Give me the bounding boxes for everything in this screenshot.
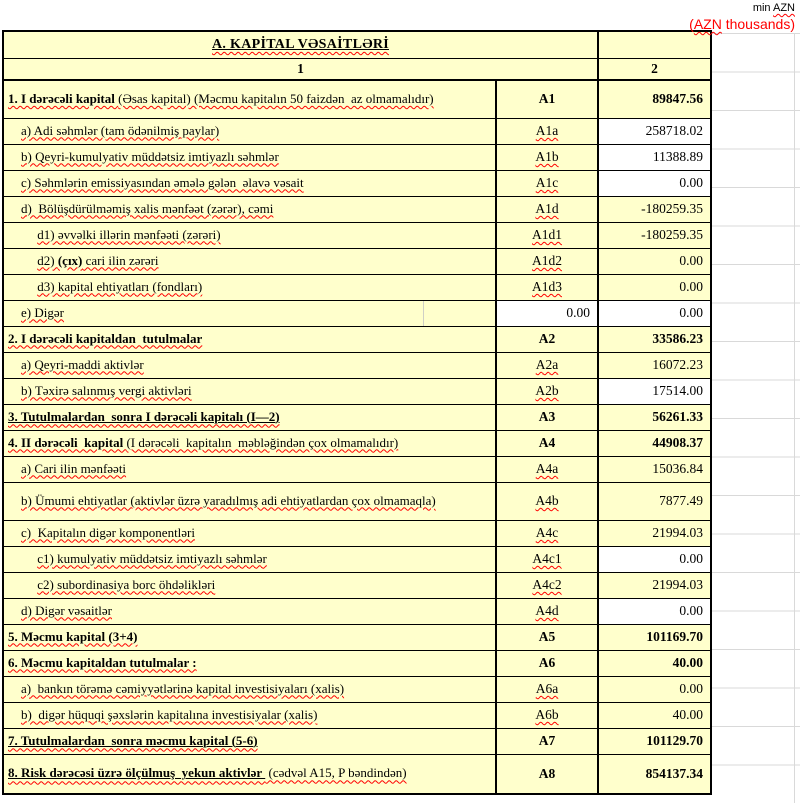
table-row-A6 [3, 650, 711, 676]
cell-code-A4b[interactable]: A4b [496, 482, 598, 520]
label-text: 6. Məcmu kapitaldan tutulmalar : [8, 654, 197, 670]
table-row-A1d1 [3, 222, 711, 248]
title-empty-cell[interactable] [598, 31, 711, 58]
cell-code-A7[interactable]: A7 [496, 728, 598, 754]
cell-code-A4[interactable]: A4 [496, 430, 598, 456]
cell-value-A4d[interactable]: 0.00 [598, 598, 711, 624]
cell-value-A2a[interactable]: 16072.23 [598, 352, 711, 378]
cell-value-A2[interactable]: 33586.23 [598, 326, 711, 352]
capital-table [2, 30, 712, 795]
table-row-A1a [3, 118, 711, 144]
cell-value-A4[interactable]: 44908.37 [598, 430, 711, 456]
cell-value-A1b[interactable]: 11388.89 [598, 144, 711, 170]
table-row-A4c [3, 520, 711, 546]
cell-value-A6b[interactable]: 40.00 [598, 702, 711, 728]
label-text: (I dərəcəli kapitalın məbləğindən çox olmamalıdır) [126, 434, 399, 450]
table-title: A. KAPİTAL VƏSAİTLƏRİ [212, 36, 390, 52]
label-text: e) Digər [21, 304, 64, 320]
cell-code-A1b[interactable]: A1b [496, 144, 598, 170]
label-text: (çıx) [57, 252, 83, 268]
label-text: b) Ümumi ehtiyatlar (aktivlər üzrə yaradılmış adi ehtiyatlardan çox olmamaqla) [21, 492, 436, 508]
cell-label-A1d2[interactable] [3, 248, 496, 274]
label-text: 4. II dərəcəli kapital [8, 434, 127, 450]
cell-label-e[interactable] [3, 300, 496, 326]
indent [8, 383, 21, 398]
table-row-A4 [3, 430, 711, 456]
col-header-1[interactable]: 1 [3, 58, 598, 80]
table-row-A1d3 [3, 274, 711, 300]
unit-notes [689, 1, 795, 32]
table-row-A1d [3, 196, 711, 222]
azn-word: AZN [693, 16, 722, 32]
table-row-A4a [3, 456, 711, 482]
cell-code-A6b[interactable]: A6b [496, 702, 598, 728]
table-row-A6a [3, 676, 711, 702]
cell-value-A6[interactable]: 40.00 [598, 650, 711, 676]
cell-label-A7[interactable] [3, 728, 496, 754]
cell-label-A1d1[interactable] [3, 222, 496, 248]
indent [8, 603, 21, 618]
indent [8, 227, 37, 242]
col-header-2[interactable]: 2 [598, 58, 711, 80]
indent [8, 461, 21, 476]
cell-code-A6[interactable]: A6 [496, 650, 598, 676]
table-row-A4b [3, 482, 711, 520]
label-text: 5. Məcmu kapital (3+4) [8, 628, 138, 644]
cell-label-A2[interactable] [3, 326, 496, 352]
unit-note-min-azn: min AZN [752, 2, 795, 14]
label-text: 1. I dərəcəli kapital [8, 90, 119, 106]
cell-code-A1d1[interactable]: A1d1 [496, 222, 598, 248]
label-text: (cədvəl A15, P bəndindən) [265, 765, 407, 781]
cell-code-A2a[interactable]: A2a [496, 352, 598, 378]
indent [8, 201, 21, 216]
label-text: c) Səhmlərin emissiyasından əmələ gələn əlavə vəsait [21, 174, 304, 190]
cell-value-A4a[interactable]: 15036.84 [598, 456, 711, 482]
cell-label-A6[interactable] [3, 650, 496, 676]
label-text: 8. Risk dərəcəsi üzrə ölçülmuş yekun aktivlər [8, 765, 266, 781]
empty-spreadsheet-cells [711, 33, 800, 803]
cell-value-A3[interactable]: 56261.33 [598, 404, 711, 430]
label-text-underlined [8, 733, 258, 748]
cell-label-A2a[interactable] [3, 352, 496, 378]
label-text: c) Kapitalın digər komponentləri [21, 524, 196, 540]
table-row-A4c1 [3, 546, 711, 572]
label-text: d2) [37, 252, 58, 268]
label-text: a) bankın törəmə cəmiyyətlərinə kapital investisiyaları (xalis) [21, 680, 345, 696]
label-text: a) Adi səhmlər (tam ödənilmiş paylar) [21, 122, 220, 138]
table-title-row [3, 31, 711, 58]
cell-label-A3[interactable] [3, 404, 496, 430]
table-row-A4c2 [3, 572, 711, 598]
unit-note-azn-thousands: (AZN thousands) [689, 16, 795, 32]
cell-label-A1d3[interactable] [3, 274, 496, 300]
cell-label-A4[interactable] [3, 430, 496, 456]
table-row-A1b [3, 144, 711, 170]
cell-code-A4c[interactable]: A4c [496, 520, 598, 546]
cell-value-A6a[interactable]: 0.00 [598, 676, 711, 702]
cell-value-A1d2[interactable]: 0.00 [598, 248, 711, 274]
cell-code-A1d2[interactable]: A1d2 [496, 248, 598, 274]
label-text: 7. Tutulmalardan sonra məcmu kapital (5-6) [8, 732, 258, 748]
indent [8, 279, 37, 294]
cell-label-A6b[interactable] [3, 702, 496, 728]
indent [8, 175, 21, 190]
cell-label-A4b[interactable] [3, 482, 496, 520]
label-text-underlined [8, 409, 280, 424]
cell-code-A1a[interactable]: A1a [496, 118, 598, 144]
indent [8, 305, 21, 320]
cell-code-A5[interactable]: A5 [496, 624, 598, 650]
cell-label-A1c[interactable] [3, 170, 496, 196]
cell-code-A1c[interactable]: A1c [496, 170, 598, 196]
label-text: 3. Tutulmalardan sonra I dərəcəli kapitalı (I—2) [8, 408, 280, 424]
cell-label-A1a[interactable] [3, 118, 496, 144]
label-text-underlined [8, 765, 265, 780]
cell-code-A2b[interactable]: A2b [496, 378, 598, 404]
cell-code-A6a[interactable]: A6a [496, 676, 598, 702]
table-row-A1c [3, 170, 711, 196]
cell-value-A1c[interactable]: 0.00 [598, 170, 711, 196]
indent [8, 681, 21, 696]
table-row-A6b [3, 702, 711, 728]
cell-label-A1d[interactable] [3, 196, 496, 222]
cell-value-A1d1[interactable]: -180259.35 [598, 222, 711, 248]
table-title-cell[interactable] [3, 31, 598, 58]
cell-value-A1d3[interactable]: 0.00 [598, 274, 711, 300]
indent [8, 149, 21, 164]
label-text: cari ilin zərəri [82, 252, 159, 268]
label-text: a) Qeyri-maddi aktivlər [21, 356, 144, 372]
cell-value-A4c[interactable]: 21994.03 [598, 520, 711, 546]
cell-label-A4d[interactable] [3, 598, 496, 624]
unit-note-azn-word: AZN [773, 2, 795, 14]
cell-code-A1d3[interactable]: A1d3 [496, 274, 598, 300]
cell-value-A4c2[interactable]: 21994.03 [598, 572, 711, 598]
cell-value-A5[interactable]: 101169.70 [598, 624, 711, 650]
table-row-A4d [3, 598, 711, 624]
cell-label-A1b[interactable] [3, 144, 496, 170]
label-text: d) Digər vəsaitlər [21, 602, 112, 618]
table-row-A2 [3, 326, 711, 352]
cell-value-A2b[interactable]: 17514.00 [598, 378, 711, 404]
label-text: d3) kapital ehtiyatları (fondları) [37, 278, 203, 294]
table-row-A2b [3, 378, 711, 404]
cell-code-A1d[interactable]: A1d [496, 196, 598, 222]
cell-code-A1[interactable]: A1 [496, 80, 598, 118]
cell-code-A4c2[interactable]: A4c2 [496, 572, 598, 598]
label-text: (Əsas kapital) (Məcmu kapitalın 50 faizdən az olmamalıdır) [118, 90, 434, 106]
indent [8, 525, 21, 540]
label-text: d1) əvvəlki illərin mənfəəti (zərəri) [37, 226, 221, 242]
table-row-A8 [3, 754, 711, 794]
column-number-row [3, 58, 711, 80]
cell-value-A1a[interactable]: 258718.02 [598, 118, 711, 144]
indent [8, 253, 37, 268]
cell-label-A4c1[interactable] [3, 546, 496, 572]
cell-label-A5[interactable] [3, 624, 496, 650]
label-text: a) Cari ilin mənfəəti [21, 460, 127, 476]
table-row-A7 [3, 728, 711, 754]
cell-input-e[interactable]: 0.00 [496, 300, 598, 326]
indent [8, 577, 37, 592]
label-text: b) Təxirə salınmış vergi aktivləri [21, 382, 192, 398]
indent [8, 493, 21, 508]
label-text: b) digər hüquqi şəxslərin kapitalına investisiyalar (xalis) [21, 706, 318, 722]
label-text: c2) subordinasiya borc öhdəlikləri [37, 576, 216, 592]
table-row-A5 [3, 624, 711, 650]
label-text: 2. I dərəcəli kapitaldan tutulmalar [8, 330, 203, 346]
label-text: d) Bölüşdürülməmiş xalis mənfəət (zərər), cəmi [21, 200, 274, 216]
cell-label-A4a[interactable] [3, 456, 496, 482]
label-text: c1) kumulyativ müddətsiz imtiyazlı səhmlər [37, 550, 267, 566]
cell-label-A6a[interactable] [3, 676, 496, 702]
label-text: b) Qeyri-kumulyativ müddətsiz imtiyazlı səhmlər [21, 148, 279, 164]
cell-code-A4c1[interactable]: A4c1 [496, 546, 598, 572]
spreadsheet-column-gridline [794, 33, 795, 803]
cell-value-A8[interactable]: 854137.34 [598, 754, 711, 794]
indent [8, 551, 37, 566]
indent [8, 357, 21, 372]
cell-value-A4c1[interactable]: 0.00 [598, 546, 711, 572]
table-row-e [3, 300, 711, 326]
cell-value-e[interactable]: 0.00 [598, 300, 711, 326]
cell-code-A2[interactable]: A2 [496, 326, 598, 352]
cell-label-A2b[interactable] [3, 378, 496, 404]
table-row-A1d2 [3, 248, 711, 274]
cell-value-A1[interactable]: 89847.56 [598, 80, 711, 118]
table-row-A1 [3, 80, 711, 118]
cell-label-A4c[interactable] [3, 520, 496, 546]
indent [8, 123, 21, 138]
cell-code-A3[interactable]: A3 [496, 404, 598, 430]
table-row-A3 [3, 404, 711, 430]
cell-code-A4a[interactable]: A4a [496, 456, 598, 482]
cell-label-A4c2[interactable] [3, 572, 496, 598]
cell-value-A4b[interactable]: 7877.49 [598, 482, 711, 520]
cell-code-A8[interactable]: A8 [496, 754, 598, 794]
cell-value-A7[interactable]: 101129.70 [598, 728, 711, 754]
cell-label-A8[interactable] [3, 754, 496, 794]
cell-value-A1d[interactable]: -180259.35 [598, 196, 711, 222]
cell-code-A4d[interactable]: A4d [496, 598, 598, 624]
indent [8, 707, 21, 722]
cell-label-A1[interactable] [3, 80, 496, 118]
table-row-A2a [3, 352, 711, 378]
